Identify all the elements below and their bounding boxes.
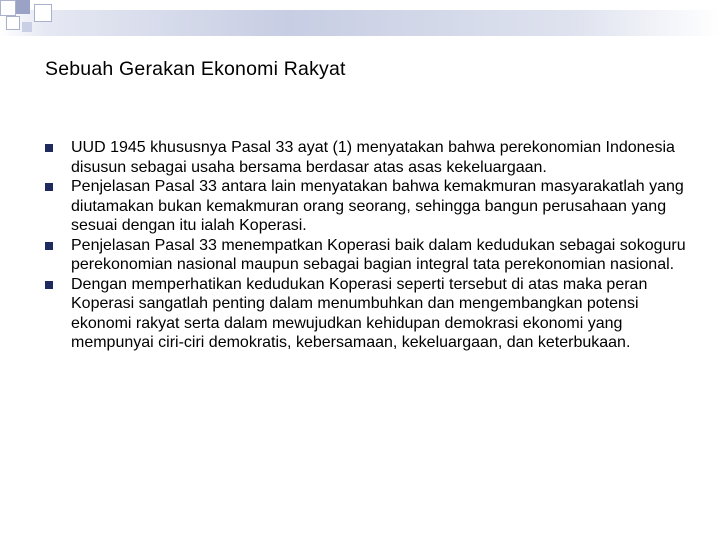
bullet-item	[45, 138, 695, 177]
square-bullet-icon	[45, 242, 53, 250]
bullet-text: Penjelasan Pasal 33 antara lain menyatakan bahwa kemakmuran masyarakatlah yang diutamakan bukan kemakmuran orang seorang, sehingga bangun perusahaan yang sesuai dengan itu ialah Koperasi.	[71, 178, 684, 234]
bullet-text: Penjelasan Pasal 33 menempatkan Koperasi baik dalam kedudukan sebagai sokoguru perekonomian nasional maupun sebagai bagian integral tata perekonomian nasional.	[71, 236, 686, 273]
square-bullet-icon	[45, 144, 53, 152]
header-band	[0, 10, 720, 36]
decor-square	[34, 4, 52, 22]
decor-square	[22, 22, 32, 32]
bullet-text: Dengan memperhatikan kedudukan Koperasi seperti tersebut di atas maka peran Koperasi sangatlah penting dalam menumbuhkan dan mengembangkan potensi ekonomi rakyat serta dalam mewujudkan kehidupan demokrasi ekonomi yang mempunyai ciri-ciri demokratis, kebersamaan, kekeluargaan, dan keterbukaan.	[71, 275, 648, 351]
decor-square	[6, 16, 20, 30]
bullet-item	[45, 177, 695, 236]
corner-decoration	[0, 0, 60, 50]
bullet-item	[45, 236, 695, 275]
decor-square	[16, 0, 30, 14]
square-bullet-icon	[45, 183, 53, 191]
bullet-list	[45, 138, 695, 353]
slide-title: Sebuah Gerakan Ekonomi Rakyat	[45, 58, 346, 80]
bullet-item	[45, 275, 695, 353]
square-bullet-icon	[45, 281, 53, 289]
bullet-text: UUD 1945 khususnya Pasal 33 ayat (1) menyatakan bahwa perekonomian Indonesia disusun sebagai usaha bersama berdasar atas asas kekeluargaan.	[71, 139, 675, 176]
decor-square	[0, 0, 16, 16]
